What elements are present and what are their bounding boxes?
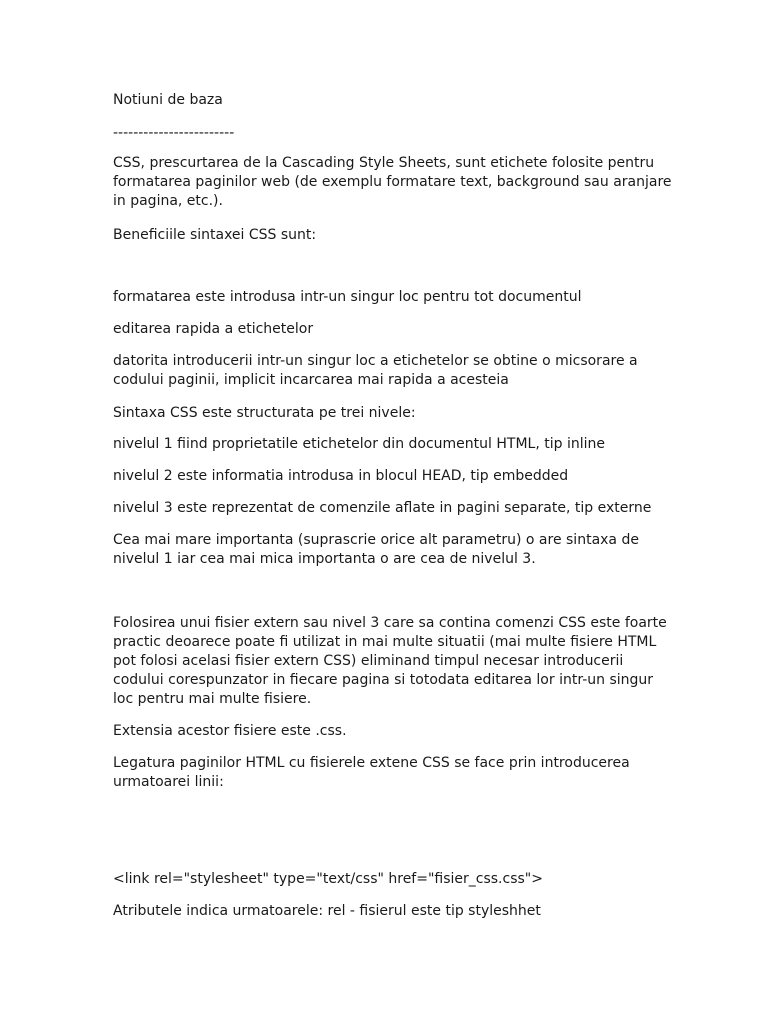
paragraph-extension: Extensia acestor fisiere este .css. (113, 723, 347, 739)
title-separator: ------------------------ (113, 125, 235, 141)
list-item-level-1: nivelul 1 fiind proprietatile etichetelor din documentul HTML, tip inline (113, 436, 605, 452)
paragraph-attributes: Atributele indica urmatoarele: rel - fisierul este tip styleshhet (113, 903, 541, 919)
paragraph-link-intro: Legatura paginilor HTML cu fisierele extene CSS se face prin introducerea urmatoarei linii: (113, 755, 630, 790)
list-item-level-3: nivelul 3 este reprezentat de comenzile aflate in pagini separate, tip externe (113, 500, 652, 516)
paragraph-importance: Cea mai mare importanta (suprascrie orice alt parametru) o are sintaxa de nivelul 1 iar cea mai mica importanta o are cea de nivelul 3. (113, 532, 639, 567)
paragraph-external-file: Folosirea unui fisier extern sau nivel 3 care sa contina comenzi CSS este foarte practic deoarece poate fi utilizat in mai multe situatii (mai multe fisiere HTML pot folosi acelasi fisier extern CSS) eliminand timpul necesar introducerii codului corespunzator in fiecare pagina si totodata editarea lor intr-un singur loc pentru mai multe fisiere. (113, 615, 667, 707)
list-item-benefit-1: formatarea este introdusa intr-un singur loc pentru tot documentul (113, 289, 582, 305)
paragraph-css-definition: CSS, prescurtarea de la Cascading Style Sheets, sunt etichete folosite pentru formatarea paginilor web (de exemplu formatare text, background sau aranjare in pagina, etc.). (113, 155, 672, 209)
paragraph-syntax-levels: Sintaxa CSS este structurata pe trei nivele: (113, 405, 416, 421)
list-item-benefit-2: editarea rapida a etichetelor (113, 321, 314, 337)
list-item-level-2: nivelul 2 este informatia introdusa in blocul HEAD, tip embedded (113, 468, 569, 484)
code-link-tag: <link rel="stylesheet" type="text/css" href="fisier_css.css"> (113, 871, 543, 887)
paragraph-benefits-heading: Beneficiile sintaxei CSS sunt: (113, 227, 317, 243)
document-title: Notiuni de baza (113, 92, 223, 108)
list-item-benefit-3: datorita introducerii intr-un singur loc a etichetelor se obtine o micsorare a codului paginii, implicit incarcarea mai rapida a acesteia (113, 353, 638, 388)
